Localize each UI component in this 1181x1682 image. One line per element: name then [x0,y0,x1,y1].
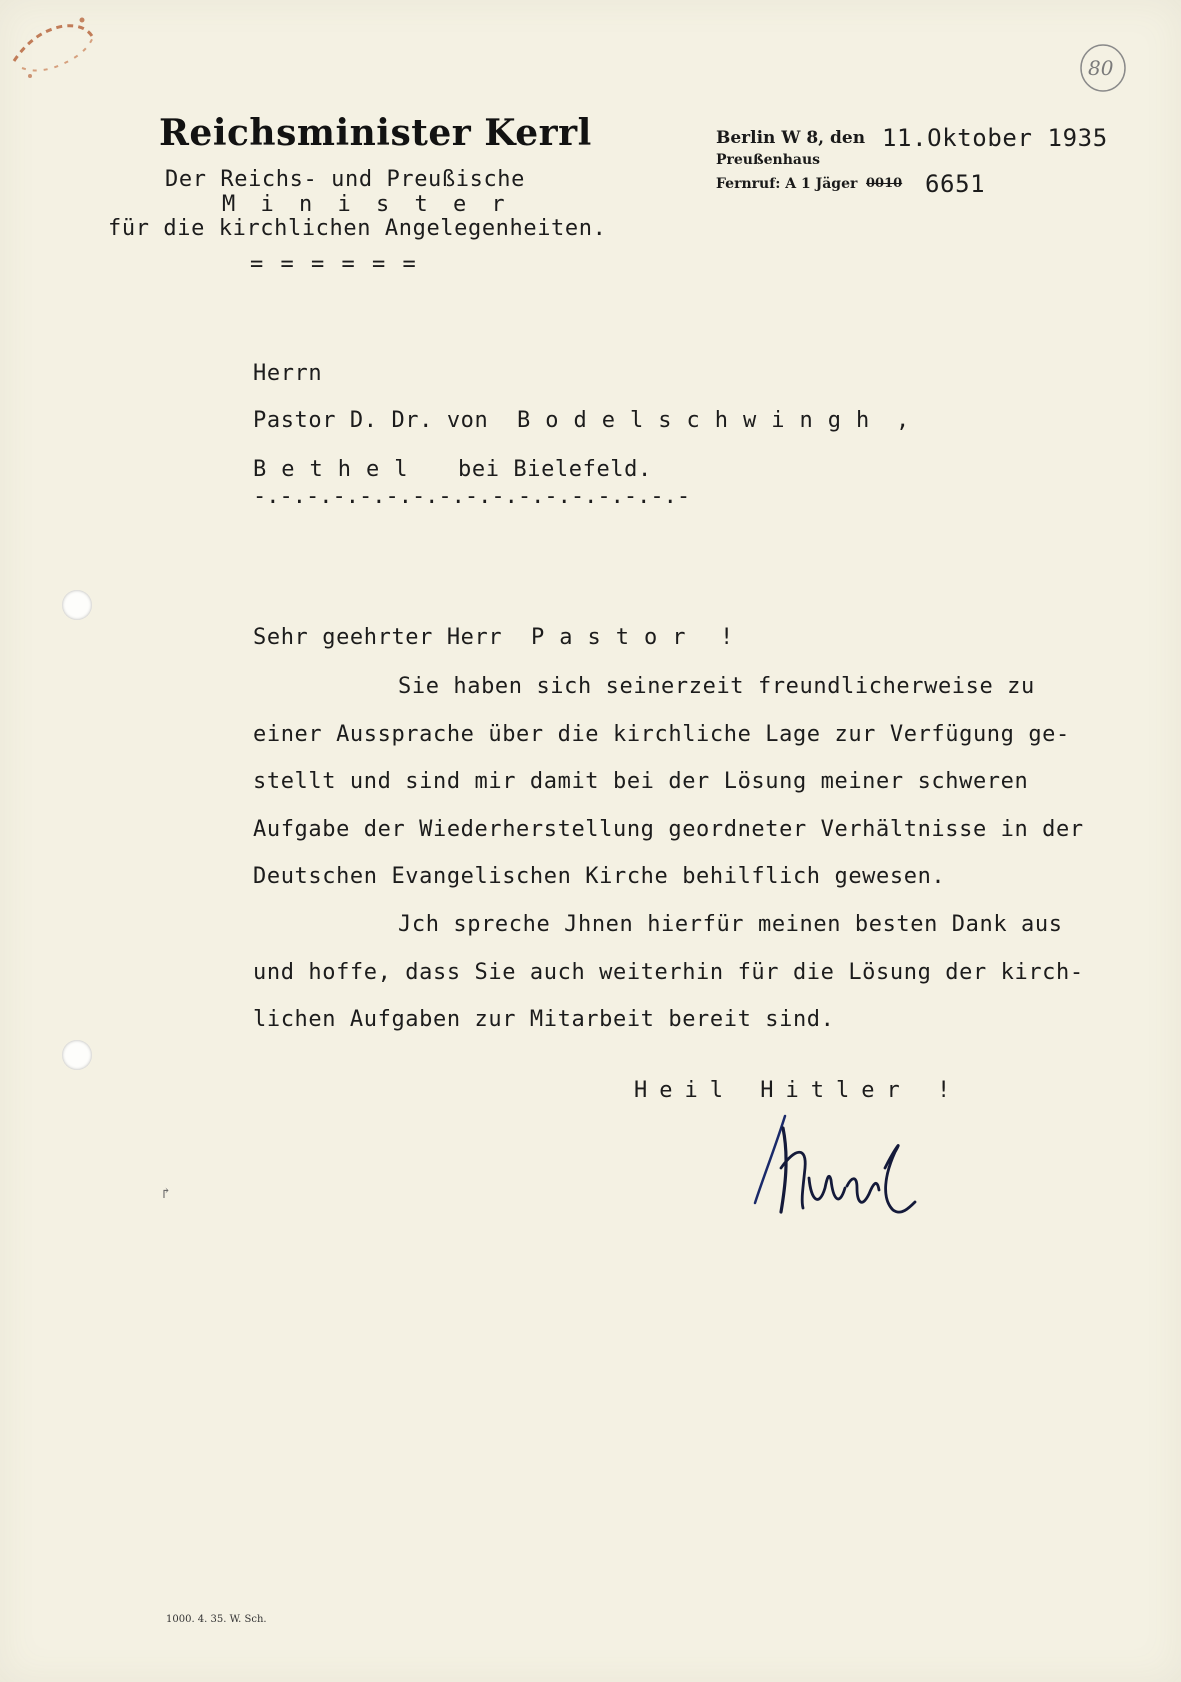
building-name: Preußenhaus [716,152,821,168]
letterhead-rule: = = = = = = [250,252,418,277]
body-line-6: Jch spreche Jhnen hierfür meinen besten Dank aus [398,912,1063,937]
recipient-line-2a: Pastor D. Dr. von [253,408,489,433]
recipient-town: Bethel [253,457,423,482]
ministry-line-2: M i n i s t e r [222,192,511,217]
salutation-mark: ! [720,625,734,650]
body-line-7: und hoffe, dass Sie auch weiterhin für die Lösung der kirch- [253,960,1084,985]
print-code: 1000. 4. 35. W. Sch. [166,1614,267,1625]
letter-date: 11.Oktober 1935 [882,124,1108,152]
body-line-3: stellt und sind mir damit bei der Lösung meiner schweren [253,769,1029,794]
ministry-line-1: Der Reichs- und Preußische [165,167,525,192]
page-number-mark: 80 [1088,56,1114,80]
punch-hole-lower [62,1040,92,1070]
recipient-region: bei Bielefeld. [458,457,652,482]
recipient-line-1: Herrn [253,361,323,386]
punch-hole-upper [62,590,92,620]
salutation-title: Pastor [531,625,701,650]
phone-label: Fernruf: A 1 Jäger [716,176,858,192]
body-line-5: Deutschen Evangelischen Kirche behilflich gewesen. [253,864,946,889]
place-label: Berlin W 8, den [716,128,866,148]
handwritten-signature [745,1108,925,1218]
body-line-8: lichen Aufgaben zur Mitarbeit bereit sind. [253,1007,835,1032]
closing-greeting: Heil Hitler ! [634,1078,963,1103]
body-line-1: Sie haben sich seinerzeit freundlicherweise zu [398,674,1035,699]
ministry-line-3: für die kirchlichen Angelegenheiten. [108,216,607,241]
rust-stain [4,6,104,86]
phone-struck-number: 0010 [866,176,903,191]
body-line-2: einer Aussprache über die kirchliche Lage zur Verfügung ge- [253,722,1070,747]
recipient-comma: , [896,408,910,433]
salutation-text: Sehr geehrter Herr [253,625,503,650]
letterhead-name: Reichsminister Kerrl [159,112,592,154]
phone-number: 6651 [925,170,986,198]
pencil-mark: ↱ [160,1186,172,1202]
recipient-surname: Bodelschwingh [517,408,885,433]
recipient-underline: -.-.-.-.-.-.-.-.-.-.-.-.-.-.-.-.- [253,484,691,509]
body-line-4: Aufgabe der Wiederherstellung geordneter Verhältnisse in der [253,817,1084,842]
